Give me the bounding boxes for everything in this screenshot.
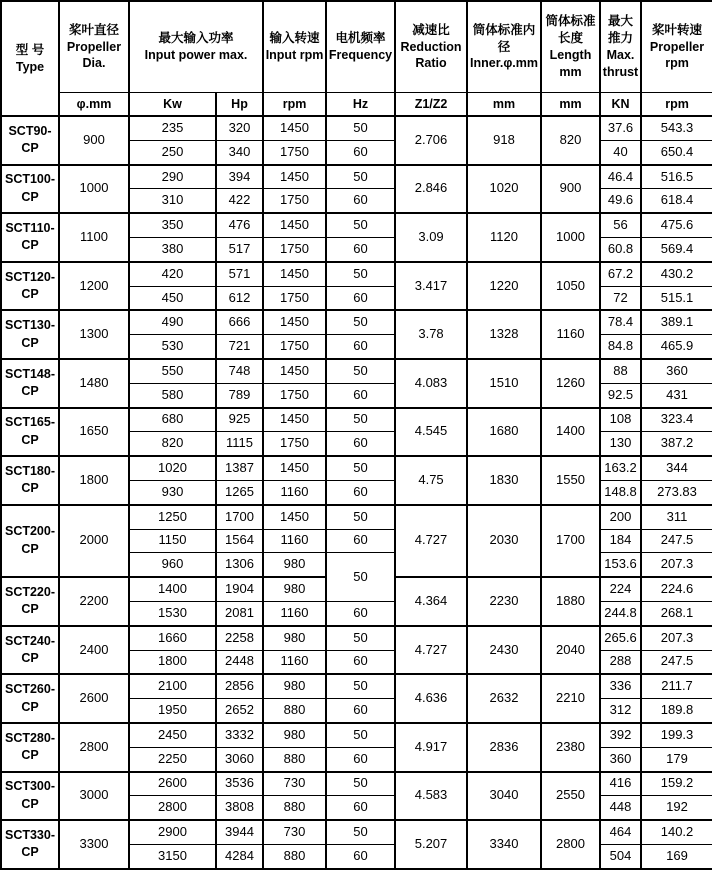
cell-propeller-rpm: 179 bbox=[641, 747, 712, 771]
cell-propeller-dia: 1000 bbox=[59, 165, 129, 214]
cell-hp: 789 bbox=[216, 383, 263, 407]
cell-inner-dia: 1220 bbox=[467, 262, 541, 311]
cell-input-rpm: 980 bbox=[263, 553, 326, 577]
cell-propeller-rpm: 650.4 bbox=[641, 140, 712, 164]
cell-model: SCT300-CP bbox=[1, 772, 59, 821]
cell-model: SCT130-CP bbox=[1, 310, 59, 359]
cell-input-rpm: 1450 bbox=[263, 213, 326, 237]
cell-kw: 1660 bbox=[129, 626, 216, 650]
cell-hp: 1115 bbox=[216, 432, 263, 456]
unit-kw: Kw bbox=[129, 93, 216, 117]
cell-input-rpm: 1450 bbox=[263, 408, 326, 432]
cell-propeller-rpm: 515.1 bbox=[641, 286, 712, 310]
cell-propeller-rpm: 159.2 bbox=[641, 772, 712, 796]
table-row bbox=[1, 456, 712, 480]
cell-reduction-ratio: 4.727 bbox=[395, 626, 467, 675]
cell-input-rpm: 980 bbox=[263, 577, 326, 601]
cell-max-thrust: 184 bbox=[600, 529, 641, 553]
cell-propeller-dia: 1300 bbox=[59, 310, 129, 359]
cell-kw: 580 bbox=[129, 383, 216, 407]
unit-kn: KN bbox=[600, 93, 641, 117]
cell-max-thrust: 416 bbox=[600, 772, 641, 796]
cell-propeller-dia: 2800 bbox=[59, 723, 129, 772]
cell-hp: 476 bbox=[216, 213, 263, 237]
cell-input-rpm: 880 bbox=[263, 747, 326, 771]
cell-inner-dia: 1680 bbox=[467, 408, 541, 457]
table-row bbox=[1, 820, 712, 844]
cell-hz: 60 bbox=[326, 529, 395, 553]
table-row bbox=[1, 723, 712, 747]
cell-propeller-rpm: 189.8 bbox=[641, 699, 712, 723]
cell-propeller-rpm: 247.5 bbox=[641, 529, 712, 553]
cell-propeller-rpm: 360 bbox=[641, 359, 712, 383]
cell-propeller-rpm: 273.83 bbox=[641, 480, 712, 504]
cell-length: 1550 bbox=[541, 456, 600, 505]
cell-hz: 50 bbox=[326, 116, 395, 140]
cell-inner-dia: 1120 bbox=[467, 213, 541, 262]
cell-kw: 1950 bbox=[129, 699, 216, 723]
cell-length: 2800 bbox=[541, 820, 600, 869]
table-row bbox=[1, 674, 712, 698]
cell-hp: 1700 bbox=[216, 505, 263, 529]
cell-model: SCT120-CP bbox=[1, 262, 59, 311]
cell-hp: 3536 bbox=[216, 772, 263, 796]
cell-input-rpm: 1450 bbox=[263, 262, 326, 286]
cell-length: 900 bbox=[541, 165, 600, 214]
cell-propeller-rpm: 211.7 bbox=[641, 674, 712, 698]
cell-kw: 1800 bbox=[129, 650, 216, 674]
cell-hp: 748 bbox=[216, 359, 263, 383]
cell-inner-dia: 918 bbox=[467, 116, 541, 165]
cell-hp: 422 bbox=[216, 189, 263, 213]
cell-hz: 60 bbox=[326, 140, 395, 164]
col-header-propeller-rpm: 桨叶转速 Propeller rpm bbox=[641, 1, 712, 93]
cell-input-rpm: 1450 bbox=[263, 165, 326, 189]
cell-hp: 3944 bbox=[216, 820, 263, 844]
cell-kw: 490 bbox=[129, 310, 216, 334]
cell-input-rpm: 1450 bbox=[263, 456, 326, 480]
cell-kw: 2450 bbox=[129, 723, 216, 747]
table-row bbox=[1, 165, 712, 189]
cell-length: 1880 bbox=[541, 577, 600, 626]
cell-model: SCT260-CP bbox=[1, 674, 59, 723]
cell-max-thrust: 130 bbox=[600, 432, 641, 456]
cell-input-rpm: 1450 bbox=[263, 310, 326, 334]
cell-kw: 1250 bbox=[129, 505, 216, 529]
cell-input-rpm: 1750 bbox=[263, 383, 326, 407]
table-body bbox=[1, 116, 712, 869]
cell-max-thrust: 92.5 bbox=[600, 383, 641, 407]
cell-max-thrust: 72 bbox=[600, 286, 641, 310]
cell-kw: 2900 bbox=[129, 820, 216, 844]
unit-length-mm: mm bbox=[541, 93, 600, 117]
cell-hp: 1387 bbox=[216, 456, 263, 480]
table-row bbox=[1, 626, 712, 650]
unit-row bbox=[1, 93, 712, 117]
cell-max-thrust: 78.4 bbox=[600, 310, 641, 334]
cell-kw: 930 bbox=[129, 480, 216, 504]
cell-inner-dia: 1020 bbox=[467, 165, 541, 214]
cell-hp: 2081 bbox=[216, 601, 263, 625]
cell-max-thrust: 336 bbox=[600, 674, 641, 698]
cell-input-rpm: 980 bbox=[263, 674, 326, 698]
cell-hz: 60 bbox=[326, 432, 395, 456]
cell-hp: 925 bbox=[216, 408, 263, 432]
cell-model: SCT180-CP bbox=[1, 456, 59, 505]
cell-input-rpm: 880 bbox=[263, 796, 326, 820]
cell-propeller-rpm: 430.2 bbox=[641, 262, 712, 286]
cell-propeller-dia: 1800 bbox=[59, 456, 129, 505]
col-header-input-rpm: 输入转速 Input rpm bbox=[263, 1, 326, 93]
cell-input-rpm: 1160 bbox=[263, 650, 326, 674]
cell-model: SCT330-CP bbox=[1, 820, 59, 869]
cell-propeller-rpm: 387.2 bbox=[641, 432, 712, 456]
table-row bbox=[1, 213, 712, 237]
cell-propeller-rpm: 199.3 bbox=[641, 723, 712, 747]
cell-kw: 2100 bbox=[129, 674, 216, 698]
cell-kw: 310 bbox=[129, 189, 216, 213]
cell-max-thrust: 244.8 bbox=[600, 601, 641, 625]
cell-hz: 50 bbox=[326, 213, 395, 237]
cell-hz: 60 bbox=[326, 237, 395, 261]
cell-hz: 60 bbox=[326, 286, 395, 310]
cell-hz: 50 bbox=[326, 359, 395, 383]
cell-input-rpm: 1160 bbox=[263, 480, 326, 504]
cell-propeller-rpm: 311 bbox=[641, 505, 712, 529]
cell-kw: 1400 bbox=[129, 577, 216, 601]
cell-inner-dia: 1328 bbox=[467, 310, 541, 359]
table-row bbox=[1, 310, 712, 334]
cell-length: 1260 bbox=[541, 359, 600, 408]
cell-inner-dia: 1830 bbox=[467, 456, 541, 505]
cell-propeller-rpm: 207.3 bbox=[641, 553, 712, 577]
cell-reduction-ratio: 3.417 bbox=[395, 262, 467, 311]
cell-kw: 2250 bbox=[129, 747, 216, 771]
cell-propeller-dia: 1200 bbox=[59, 262, 129, 311]
cell-propeller-dia: 2600 bbox=[59, 674, 129, 723]
unit-hp: Hp bbox=[216, 93, 263, 117]
cell-input-rpm: 980 bbox=[263, 723, 326, 747]
cell-propeller-rpm: 516.5 bbox=[641, 165, 712, 189]
cell-propeller-rpm: 475.6 bbox=[641, 213, 712, 237]
cell-hz: 60 bbox=[326, 796, 395, 820]
cell-hp: 340 bbox=[216, 140, 263, 164]
cell-input-rpm: 980 bbox=[263, 626, 326, 650]
cell-input-rpm: 1450 bbox=[263, 116, 326, 140]
cell-max-thrust: 360 bbox=[600, 747, 641, 771]
header-row bbox=[1, 1, 712, 93]
cell-max-thrust: 288 bbox=[600, 650, 641, 674]
cell-model: SCT240-CP bbox=[1, 626, 59, 675]
cell-input-rpm: 1450 bbox=[263, 505, 326, 529]
cell-kw: 350 bbox=[129, 213, 216, 237]
cell-hp: 3808 bbox=[216, 796, 263, 820]
cell-kw: 2800 bbox=[129, 796, 216, 820]
table-header bbox=[1, 1, 712, 116]
cell-reduction-ratio: 4.364 bbox=[395, 577, 467, 626]
cell-kw: 550 bbox=[129, 359, 216, 383]
cell-input-rpm: 1160 bbox=[263, 601, 326, 625]
cell-inner-dia: 2430 bbox=[467, 626, 541, 675]
unit-hz: Hz bbox=[326, 93, 395, 117]
cell-hp: 612 bbox=[216, 286, 263, 310]
cell-max-thrust: 200 bbox=[600, 505, 641, 529]
cell-propeller-rpm: 465.9 bbox=[641, 335, 712, 359]
cell-model: SCT220-CP bbox=[1, 577, 59, 626]
cell-hz: 50 bbox=[326, 262, 395, 286]
cell-max-thrust: 46.4 bbox=[600, 165, 641, 189]
cell-propeller-rpm: 140.2 bbox=[641, 820, 712, 844]
cell-hp: 394 bbox=[216, 165, 263, 189]
cell-kw: 290 bbox=[129, 165, 216, 189]
cell-kw: 2600 bbox=[129, 772, 216, 796]
col-header-inner-dia: 筒体标准内径 Inner.φ.mm bbox=[467, 1, 541, 93]
cell-hp: 571 bbox=[216, 262, 263, 286]
cell-input-rpm: 730 bbox=[263, 820, 326, 844]
cell-max-thrust: 392 bbox=[600, 723, 641, 747]
cell-reduction-ratio: 4.917 bbox=[395, 723, 467, 772]
col-header-propeller-dia: 桨叶直径 Propeller Dia. bbox=[59, 1, 129, 93]
cell-propeller-dia: 900 bbox=[59, 116, 129, 165]
cell-inner-dia: 3040 bbox=[467, 772, 541, 821]
cell-reduction-ratio: 4.75 bbox=[395, 456, 467, 505]
cell-kw: 420 bbox=[129, 262, 216, 286]
cell-propeller-rpm: 207.3 bbox=[641, 626, 712, 650]
cell-max-thrust: 153.6 bbox=[600, 553, 641, 577]
cell-reduction-ratio: 5.207 bbox=[395, 820, 467, 869]
cell-length: 2550 bbox=[541, 772, 600, 821]
cell-max-thrust: 49.6 bbox=[600, 189, 641, 213]
cell-max-thrust: 56 bbox=[600, 213, 641, 237]
cell-kw: 1150 bbox=[129, 529, 216, 553]
cell-hz: 50 bbox=[326, 820, 395, 844]
cell-hp: 2652 bbox=[216, 699, 263, 723]
cell-propeller-rpm: 268.1 bbox=[641, 601, 712, 625]
cell-propeller-dia: 2200 bbox=[59, 577, 129, 626]
cell-inner-dia: 2836 bbox=[467, 723, 541, 772]
cell-propeller-rpm: 323.4 bbox=[641, 408, 712, 432]
cell-reduction-ratio: 4.545 bbox=[395, 408, 467, 457]
cell-max-thrust: 265.6 bbox=[600, 626, 641, 650]
cell-hz: 50 bbox=[326, 626, 395, 650]
cell-hz: 50 bbox=[326, 456, 395, 480]
cell-hz: 60 bbox=[326, 480, 395, 504]
cell-length: 1050 bbox=[541, 262, 600, 311]
cell-hz: 50 bbox=[326, 505, 395, 529]
cell-kw: 380 bbox=[129, 237, 216, 261]
cell-model: SCT200-CP bbox=[1, 505, 59, 577]
cell-propeller-dia: 1650 bbox=[59, 408, 129, 457]
cell-length: 820 bbox=[541, 116, 600, 165]
cell-propeller-rpm: 543.3 bbox=[641, 116, 712, 140]
cell-reduction-ratio: 3.78 bbox=[395, 310, 467, 359]
cell-hp: 1904 bbox=[216, 577, 263, 601]
cell-propeller-rpm: 569.4 bbox=[641, 237, 712, 261]
cell-hp: 4284 bbox=[216, 844, 263, 868]
col-header-input-power: 最大输入功率 Input power max. bbox=[129, 1, 263, 93]
cell-model: SCT148-CP bbox=[1, 359, 59, 408]
cell-max-thrust: 448 bbox=[600, 796, 641, 820]
cell-length: 1000 bbox=[541, 213, 600, 262]
cell-propeller-rpm: 344 bbox=[641, 456, 712, 480]
cell-hp: 3060 bbox=[216, 747, 263, 771]
cell-hp: 1564 bbox=[216, 529, 263, 553]
unit-inner-mm: mm bbox=[467, 93, 541, 117]
cell-reduction-ratio: 4.583 bbox=[395, 772, 467, 821]
cell-length: 2210 bbox=[541, 674, 600, 723]
cell-max-thrust: 504 bbox=[600, 844, 641, 868]
cell-input-rpm: 880 bbox=[263, 699, 326, 723]
cell-hz: 60 bbox=[326, 335, 395, 359]
cell-length: 1400 bbox=[541, 408, 600, 457]
cell-model: SCT90-CP bbox=[1, 116, 59, 165]
table-row bbox=[1, 505, 712, 529]
cell-hz: 60 bbox=[326, 189, 395, 213]
cell-propeller-dia: 1480 bbox=[59, 359, 129, 408]
cell-inner-dia: 1510 bbox=[467, 359, 541, 408]
cell-reduction-ratio: 4.083 bbox=[395, 359, 467, 408]
cell-hz: 60 bbox=[326, 699, 395, 723]
cell-propeller-rpm: 389.1 bbox=[641, 310, 712, 334]
cell-propeller-rpm: 247.5 bbox=[641, 650, 712, 674]
cell-hz: 50 bbox=[326, 772, 395, 796]
cell-propeller-rpm: 224.6 bbox=[641, 577, 712, 601]
cell-hp: 666 bbox=[216, 310, 263, 334]
cell-length: 2380 bbox=[541, 723, 600, 772]
unit-dia: φ.mm bbox=[59, 93, 129, 117]
cell-hp: 2856 bbox=[216, 674, 263, 698]
cell-hp: 1306 bbox=[216, 553, 263, 577]
cell-propeller-dia: 3300 bbox=[59, 820, 129, 869]
cell-model: SCT280-CP bbox=[1, 723, 59, 772]
cell-hp: 2258 bbox=[216, 626, 263, 650]
cell-max-thrust: 108 bbox=[600, 408, 641, 432]
cell-kw: 1530 bbox=[129, 601, 216, 625]
cell-max-thrust: 37.6 bbox=[600, 116, 641, 140]
cell-reduction-ratio: 2.706 bbox=[395, 116, 467, 165]
cell-length: 1700 bbox=[541, 505, 600, 577]
col-header-max-thrust: 最大推力 Max. thrust bbox=[600, 1, 641, 93]
unit-input-rpm: rpm bbox=[263, 93, 326, 117]
cell-propeller-dia: 1100 bbox=[59, 213, 129, 262]
cell-model: SCT165-CP bbox=[1, 408, 59, 457]
cell-hz: 50 bbox=[326, 408, 395, 432]
cell-propeller-dia: 2400 bbox=[59, 626, 129, 675]
cell-hz: 60 bbox=[326, 601, 395, 625]
cell-reduction-ratio: 3.09 bbox=[395, 213, 467, 262]
table-row bbox=[1, 359, 712, 383]
cell-max-thrust: 40 bbox=[600, 140, 641, 164]
cell-input-rpm: 1750 bbox=[263, 237, 326, 261]
col-header-length: 筒体标准长度 Length mm bbox=[541, 1, 600, 93]
col-header-reduction-ratio: 减速比 Reduction Ratio bbox=[395, 1, 467, 93]
cell-max-thrust: 88 bbox=[600, 359, 641, 383]
cell-max-thrust: 224 bbox=[600, 577, 641, 601]
cell-hp: 1265 bbox=[216, 480, 263, 504]
cell-input-rpm: 880 bbox=[263, 844, 326, 868]
cell-input-rpm: 1160 bbox=[263, 529, 326, 553]
cell-input-rpm: 1750 bbox=[263, 140, 326, 164]
cell-kw: 820 bbox=[129, 432, 216, 456]
cell-propeller-rpm: 431 bbox=[641, 383, 712, 407]
cell-kw: 680 bbox=[129, 408, 216, 432]
cell-max-thrust: 312 bbox=[600, 699, 641, 723]
cell-reduction-ratio: 4.727 bbox=[395, 505, 467, 577]
cell-kw: 235 bbox=[129, 116, 216, 140]
cell-hz: 50 bbox=[326, 310, 395, 334]
cell-hz: 60 bbox=[326, 650, 395, 674]
cell-hp: 2448 bbox=[216, 650, 263, 674]
cell-model: SCT100-CP bbox=[1, 165, 59, 214]
cell-hp: 517 bbox=[216, 237, 263, 261]
col-header-frequency: 电机频率 Frequency bbox=[326, 1, 395, 93]
unit-ratio: Z1/Z2 bbox=[395, 93, 467, 117]
cell-inner-dia: 2230 bbox=[467, 577, 541, 626]
cell-kw: 450 bbox=[129, 286, 216, 310]
cell-kw: 1020 bbox=[129, 456, 216, 480]
table-row bbox=[1, 772, 712, 796]
cell-propeller-rpm: 618.4 bbox=[641, 189, 712, 213]
cell-input-rpm: 730 bbox=[263, 772, 326, 796]
cell-hp: 3332 bbox=[216, 723, 263, 747]
cell-hz: 60 bbox=[326, 383, 395, 407]
cell-max-thrust: 84.8 bbox=[600, 335, 641, 359]
cell-reduction-ratio: 4.636 bbox=[395, 674, 467, 723]
cell-propeller-dia: 2000 bbox=[59, 505, 129, 577]
cell-max-thrust: 148.8 bbox=[600, 480, 641, 504]
cell-kw: 960 bbox=[129, 553, 216, 577]
cell-length: 2040 bbox=[541, 626, 600, 675]
cell-max-thrust: 464 bbox=[600, 820, 641, 844]
cell-hp: 320 bbox=[216, 116, 263, 140]
table-row bbox=[1, 262, 712, 286]
cell-hz: 50 bbox=[326, 165, 395, 189]
cell-length: 1160 bbox=[541, 310, 600, 359]
cell-hz: 60 bbox=[326, 844, 395, 868]
cell-max-thrust: 163.2 bbox=[600, 456, 641, 480]
cell-input-rpm: 1750 bbox=[263, 286, 326, 310]
cell-kw: 3150 bbox=[129, 844, 216, 868]
cell-kw: 530 bbox=[129, 335, 216, 359]
cell-propeller-rpm: 192 bbox=[641, 796, 712, 820]
cell-reduction-ratio: 2.846 bbox=[395, 165, 467, 214]
cell-max-thrust: 60.8 bbox=[600, 237, 641, 261]
cell-max-thrust: 67.2 bbox=[600, 262, 641, 286]
cell-hz: 50 bbox=[326, 674, 395, 698]
cell-propeller-rpm: 169 bbox=[641, 844, 712, 868]
cell-hz: 50 bbox=[326, 723, 395, 747]
cell-hp: 721 bbox=[216, 335, 263, 359]
cell-inner-dia: 3340 bbox=[467, 820, 541, 869]
cell-inner-dia: 2632 bbox=[467, 674, 541, 723]
table-row bbox=[1, 116, 712, 140]
cell-input-rpm: 1750 bbox=[263, 335, 326, 359]
cell-propeller-dia: 3000 bbox=[59, 772, 129, 821]
cell-input-rpm: 1750 bbox=[263, 189, 326, 213]
unit-prop-rpm: rpm bbox=[641, 93, 712, 117]
cell-hz: 60 bbox=[326, 747, 395, 771]
cell-kw: 250 bbox=[129, 140, 216, 164]
cell-inner-dia: 2030 bbox=[467, 505, 541, 577]
cell-input-rpm: 1750 bbox=[263, 432, 326, 456]
col-header-type: 型 号 Type bbox=[1, 1, 59, 116]
table-row bbox=[1, 408, 712, 432]
cell-model: SCT110-CP bbox=[1, 213, 59, 262]
cell-hz: 50 bbox=[326, 553, 395, 602]
cell-input-rpm: 1450 bbox=[263, 359, 326, 383]
